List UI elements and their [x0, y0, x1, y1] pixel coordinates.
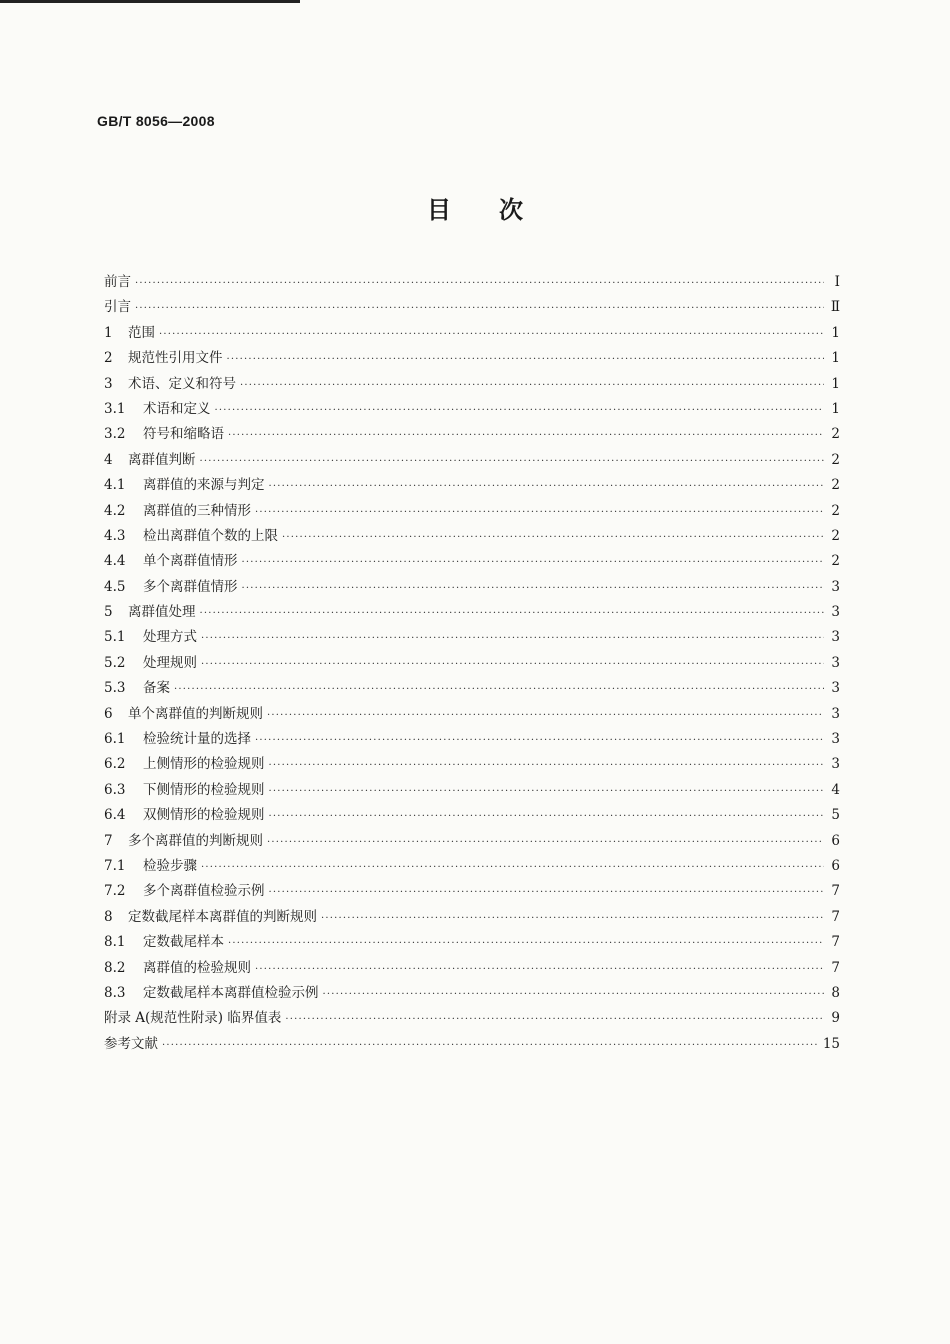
toc-entry-label: 检出离群值个数的上限 [143, 527, 278, 544]
toc-entry-page: Ⅱ [830, 299, 840, 316]
toc-entry-label: 下侧情形的检验规则 [143, 781, 265, 798]
toc-leader-dots [269, 811, 825, 822]
page-title-text: 目次 [427, 196, 571, 224]
toc-entry-label: 术语、定义和符号 [128, 375, 236, 392]
toc-entry-page: 6 [831, 857, 840, 874]
toc-entry-label: 检验统计量的选择 [143, 731, 251, 748]
standard-code: GB/T 8056—2008 [97, 113, 215, 129]
toc-entry-page: 7 [831, 883, 840, 900]
toc-leader-dots [242, 583, 825, 594]
toc-entry[interactable] [104, 854, 840, 879]
toc-entry-page: 7 [831, 908, 840, 925]
toc-entry-page: 6 [831, 832, 840, 849]
toc-entry-label: 处理规则 [143, 654, 197, 671]
toc-leader-dots [228, 430, 824, 441]
toc-leader-dots [201, 659, 824, 670]
toc-leader-dots [200, 456, 825, 467]
toc-entry-label: 符号和缩略语 [143, 426, 224, 443]
toc-leader-dots [285, 1014, 824, 1025]
toc-entry-page: 2 [831, 477, 840, 494]
toc-leader-dots [159, 329, 824, 340]
toc-leader-dots [201, 862, 824, 873]
toc-entry-number: 1 [104, 324, 113, 341]
toc-entry-label: 术语和定义 [143, 400, 211, 417]
toc-entry-page: 4 [831, 781, 840, 798]
toc-leader-dots [135, 278, 824, 289]
toc-entry[interactable] [104, 1006, 840, 1031]
toc-entry-number: 4.2 [104, 502, 126, 519]
toc-entry-number: 8.1 [104, 934, 126, 951]
toc-entry[interactable] [104, 625, 840, 650]
toc-entry-page: 3 [831, 680, 840, 697]
toc-entry-page: 7 [831, 934, 840, 951]
toc-entry-number: 3 [104, 375, 113, 392]
toc-entry-page: 7 [831, 959, 840, 976]
toc-entry-label: 处理方式 [143, 629, 197, 646]
toc-leader-dots [135, 303, 824, 314]
toc-entry-number: 8.2 [104, 959, 126, 976]
toc-entry-page: 3 [831, 731, 840, 748]
toc-entry-label: 引言 [104, 299, 131, 316]
toc-entry-number: 5 [104, 604, 113, 621]
toc-entry[interactable] [104, 803, 840, 828]
toc-entry-label: 多个离群值情形 [143, 578, 238, 595]
toc-entry[interactable] [104, 397, 840, 422]
toc-leader-dots [282, 532, 824, 543]
toc-entry-page: 1 [831, 350, 840, 367]
toc-entry-number: 3.2 [104, 426, 126, 443]
toc-entry-page: 15 [822, 1035, 840, 1052]
toc-leader-dots [255, 507, 824, 518]
toc-entry-page: 9 [831, 1010, 840, 1027]
toc-entry-page: 2 [831, 426, 840, 443]
toc-leader-dots [215, 405, 825, 416]
toc-entry-number: 8 [104, 908, 113, 925]
toc-leader-dots [323, 989, 825, 1000]
toc-entry-page: 3 [831, 654, 840, 671]
toc-entry[interactable] [104, 346, 840, 371]
toc-leader-dots [255, 735, 824, 746]
toc-leader-dots [240, 380, 824, 391]
toc-entry-label: 附录 A(规范性附录) 临界值表 [104, 1010, 282, 1027]
toc-entry-number: 6.3 [104, 781, 126, 798]
toc-entry-label: 多个离群值检验示例 [143, 883, 265, 900]
toc-entry-label: 前言 [104, 274, 131, 290]
toc-entry-number: 7.2 [104, 883, 126, 900]
toc-entry-label: 双侧情形的检验规则 [143, 807, 265, 824]
toc-entry-label: 离群值判断 [128, 451, 196, 468]
toc-entry[interactable] [104, 905, 840, 930]
toc-entry[interactable] [104, 829, 840, 854]
toc-leader-dots [174, 684, 824, 695]
page-title [0, 190, 950, 225]
toc-leader-dots [255, 964, 824, 975]
toc-entry[interactable] [104, 448, 840, 473]
toc-entry-label: 参考文献 [104, 1035, 158, 1052]
toc-entry-page: 1 [831, 400, 840, 417]
toc-entry-label: 定数截尾样本离群值的判断规则 [128, 908, 317, 925]
toc-entry[interactable] [104, 321, 840, 346]
toc-entry-number: 5.2 [104, 654, 126, 671]
toc-entry-number: 8.3 [104, 984, 126, 1001]
toc-leader-dots [228, 938, 824, 949]
toc-entry[interactable] [104, 270, 840, 295]
toc-entry-label: 定数截尾样本 [143, 934, 224, 951]
toc-entry[interactable] [104, 981, 840, 1006]
toc-entry[interactable] [104, 956, 840, 981]
toc-entry-number: 2 [104, 350, 113, 367]
toc-entry-number: 4.3 [104, 527, 126, 544]
toc-entry-page: 2 [831, 502, 840, 519]
toc-entry-label: 定数截尾样本离群值检验示例 [143, 984, 319, 1001]
toc-entry-page: 1 [831, 375, 840, 392]
toc-entry[interactable] [104, 473, 840, 498]
toc-leader-dots [267, 837, 824, 848]
toc-leader-dots [269, 481, 825, 492]
toc-entry-label: 单个离群值的判断规则 [128, 705, 263, 722]
toc-entry-page: 1 [831, 324, 840, 341]
toc-entry-number: 5.1 [104, 629, 126, 646]
toc-entry[interactable] [104, 727, 840, 752]
toc-entry-label: 规范性引用文件 [128, 350, 223, 367]
toc-entry-number: 4.5 [104, 578, 126, 595]
toc-entry-number: 4.4 [104, 553, 126, 570]
toc-entry-number: 4.1 [104, 477, 126, 494]
toc-entry-label: 离群值处理 [128, 604, 196, 621]
toc-entry-number: 6 [104, 705, 113, 722]
toc-entry-number: 6.2 [104, 756, 126, 773]
toc-entry-label: 上侧情形的检验规则 [143, 756, 265, 773]
toc-leader-dots [201, 633, 824, 644]
toc-entry-page: 2 [831, 451, 840, 468]
toc-entry-page: 8 [831, 984, 840, 1001]
scan-edge-line [0, 0, 300, 3]
toc-entry-label: 离群值的三种情形 [143, 502, 251, 519]
toc-entry[interactable] [104, 930, 840, 955]
toc-entry[interactable] [104, 752, 840, 777]
toc-entry[interactable] [104, 676, 840, 701]
toc-entry-page: Ⅰ [834, 274, 840, 290]
toc-entry-label: 范围 [128, 324, 155, 341]
toc-entry-number: 5.3 [104, 680, 126, 697]
toc-entry-number: 3.1 [104, 400, 126, 417]
toc-entry-number: 4 [104, 451, 113, 468]
toc-leader-dots [162, 1040, 819, 1051]
toc-entry-page: 3 [831, 756, 840, 773]
toc-leader-dots [227, 354, 825, 365]
toc-entry[interactable] [104, 499, 840, 524]
toc-entry-label: 多个离群值的判断规则 [128, 832, 263, 849]
toc-leader-dots [200, 608, 825, 619]
toc-entry[interactable] [104, 1032, 840, 1057]
toc-entry-label: 单个离群值情形 [143, 553, 238, 570]
table-of-contents [104, 270, 840, 1057]
toc-entry-page: 5 [831, 807, 840, 824]
toc-leader-dots [321, 913, 824, 924]
toc-entry-number: 7 [104, 832, 113, 849]
toc-entry-page: 2 [831, 553, 840, 570]
toc-entry-page: 3 [831, 578, 840, 595]
toc-entry-page: 3 [831, 705, 840, 722]
toc-entry-number: 6.4 [104, 807, 126, 824]
toc-entry[interactable] [104, 372, 840, 397]
toc-leader-dots [269, 786, 825, 797]
toc-entry[interactable] [104, 575, 840, 600]
toc-entry-label: 备案 [143, 680, 170, 697]
toc-entry-number: 7.1 [104, 857, 126, 874]
toc-entry[interactable] [104, 778, 840, 803]
toc-entry[interactable] [104, 702, 840, 727]
toc-entry-label: 检验步骤 [143, 857, 197, 874]
toc-entry-number: 6.1 [104, 731, 126, 748]
toc-leader-dots [269, 760, 825, 771]
toc-leader-dots [242, 557, 825, 568]
toc-entry-label: 离群值的检验规则 [143, 959, 251, 976]
toc-leader-dots [269, 887, 825, 898]
toc-entry-page: 3 [831, 629, 840, 646]
toc-entry[interactable] [104, 549, 840, 574]
toc-entry[interactable] [104, 651, 840, 676]
toc-entry-page: 3 [831, 604, 840, 621]
toc-entry[interactable] [104, 422, 840, 447]
toc-entry[interactable] [104, 524, 840, 549]
toc-entry[interactable] [104, 295, 840, 320]
toc-leader-dots [267, 710, 824, 721]
toc-entry-page: 2 [831, 527, 840, 544]
toc-entry[interactable] [104, 600, 840, 625]
toc-entry[interactable] [104, 879, 840, 904]
toc-entry-label: 离群值的来源与判定 [143, 477, 265, 494]
